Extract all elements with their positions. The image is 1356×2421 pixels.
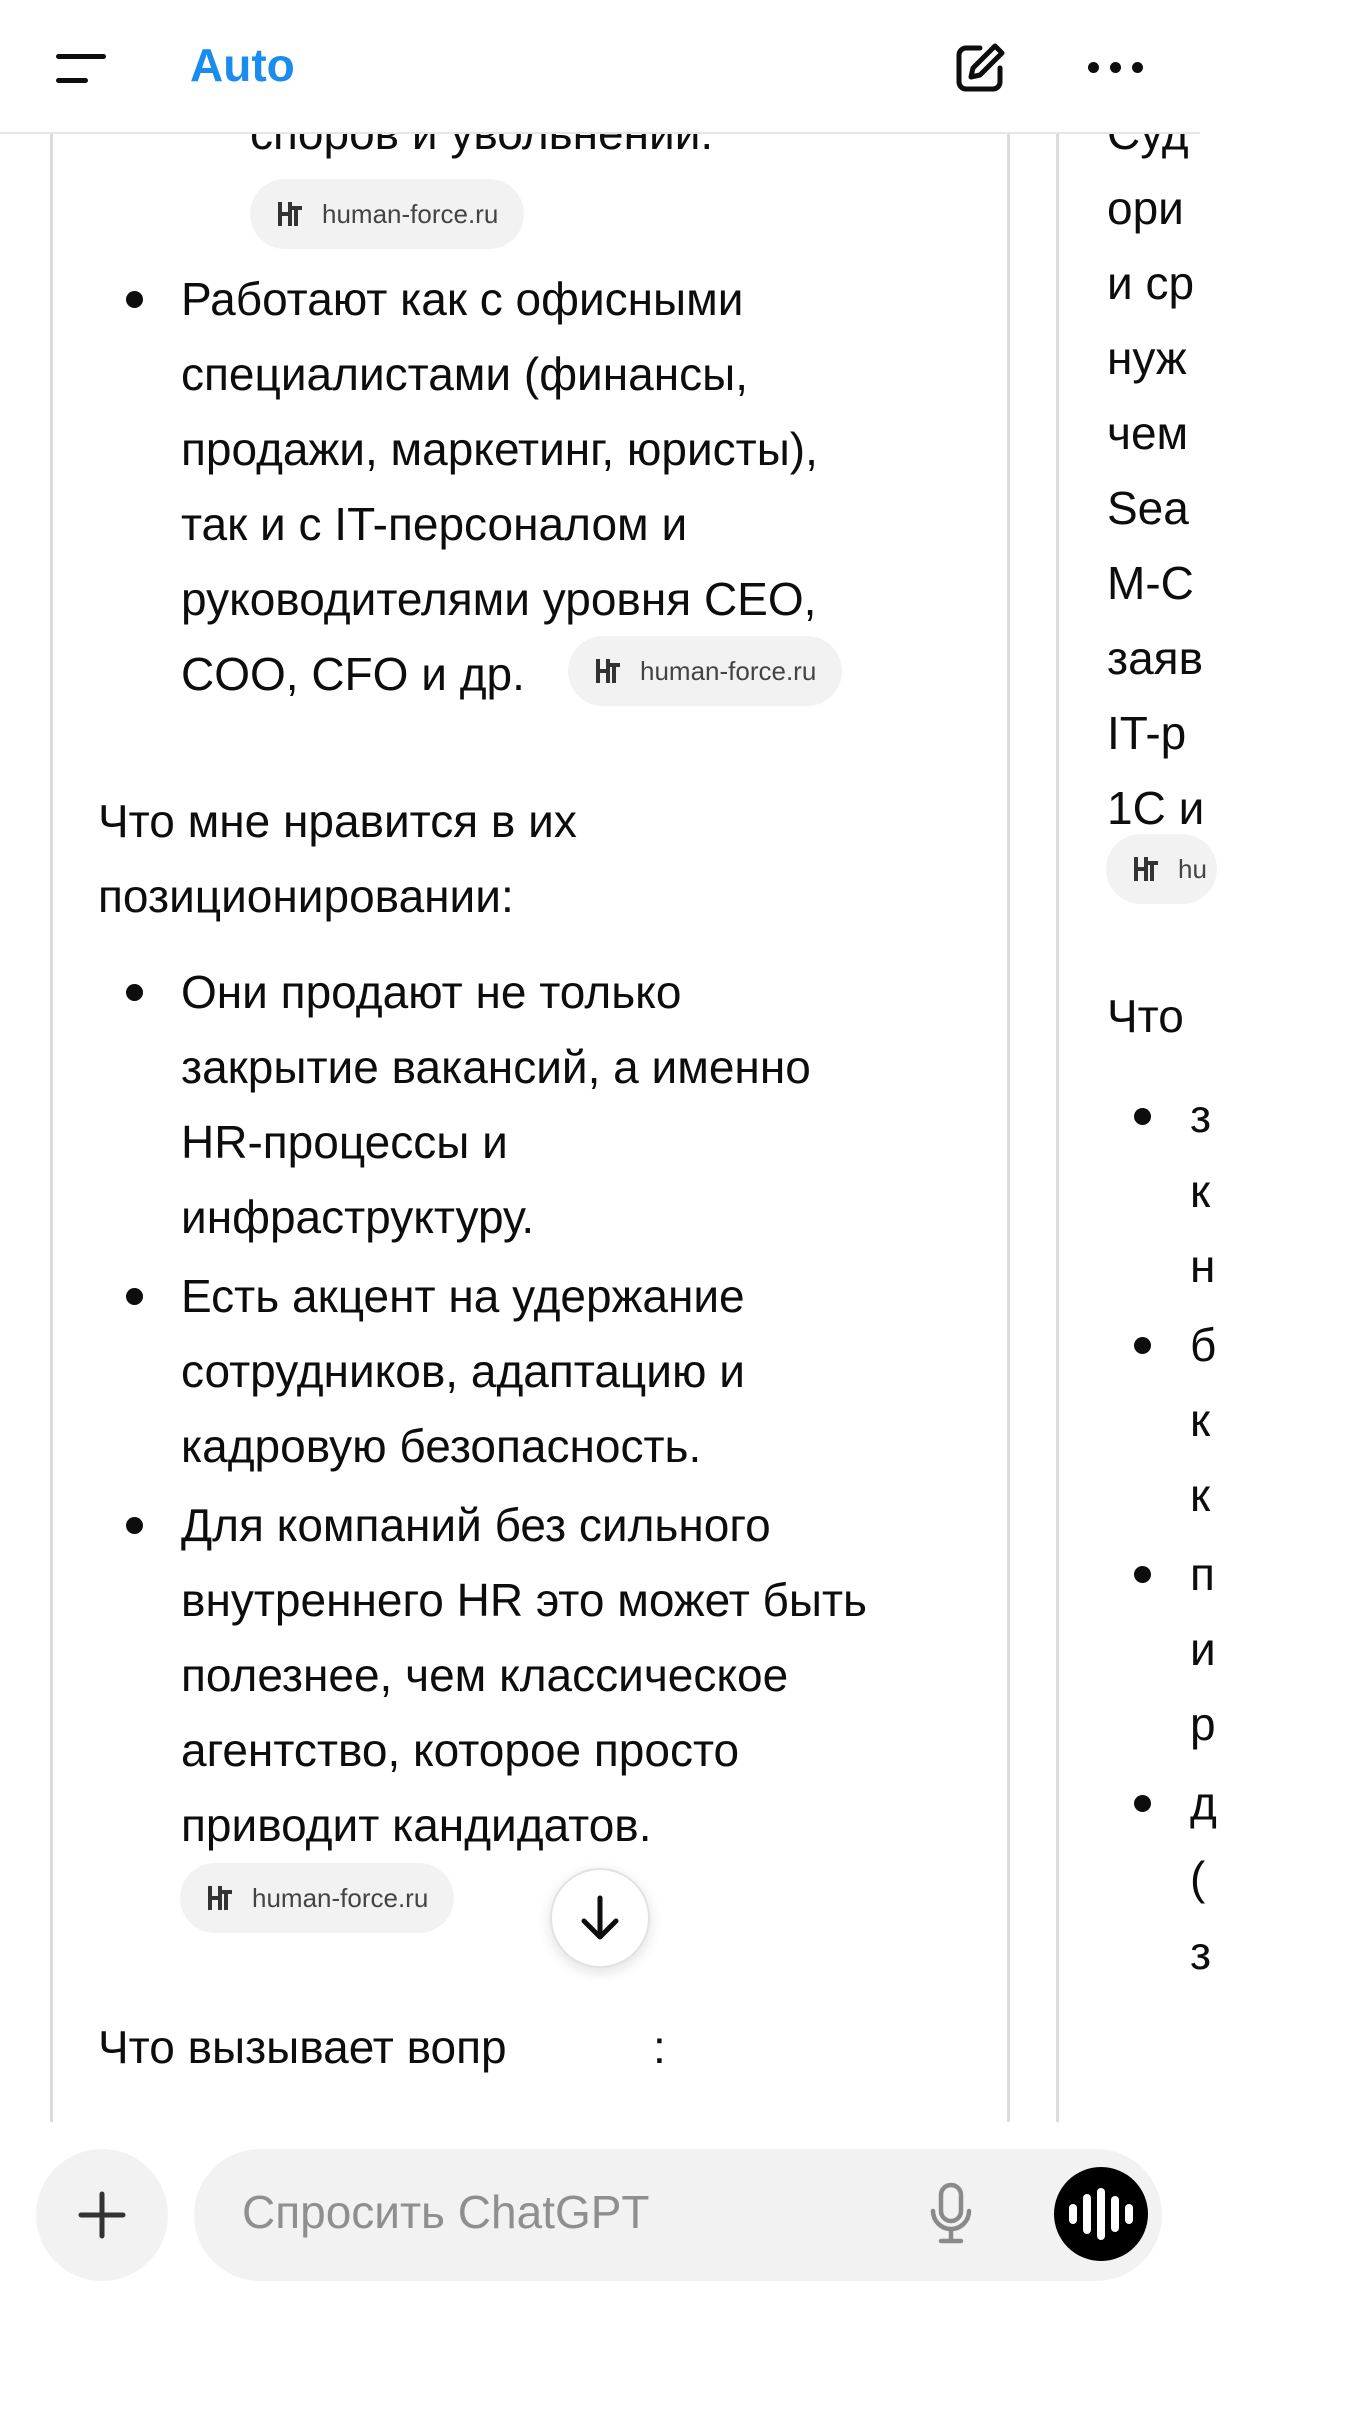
- bullet: [1134, 1108, 1151, 1125]
- text-line: ори: [1107, 182, 1184, 234]
- text-line: р: [1190, 1698, 1216, 1750]
- text-line: Есть акцент на удержание: [181, 1270, 745, 1322]
- source-chip[interactable]: [1106, 834, 1217, 904]
- text-line: Работают как с офисными: [181, 273, 744, 325]
- arrow-down-icon: [577, 1893, 623, 1943]
- plus-icon: [77, 2190, 127, 2240]
- text-line: и: [1190, 1623, 1216, 1675]
- source-chip-label: human-force.ru: [322, 198, 499, 229]
- text-line: 1С и: [1107, 782, 1205, 834]
- scroll-to-bottom-button[interactable]: [550, 1868, 650, 1968]
- message-input-placeholder: Спросить ChatGPT: [242, 2186, 650, 2238]
- text-line: полезнее, чем классическое: [181, 1649, 789, 1701]
- text-line: п: [1190, 1548, 1215, 1600]
- text-line: (: [1190, 1852, 1206, 1904]
- section-heading: Что: [1107, 990, 1184, 1042]
- section-heading: Что мне нравится в их: [98, 795, 577, 847]
- composer: [0, 2122, 1200, 2421]
- text-line: внутреннего HR это может быть: [181, 1574, 868, 1626]
- text-line: HR-процессы и: [181, 1116, 508, 1168]
- text-line: д: [1190, 1777, 1217, 1829]
- source-chip[interactable]: [250, 179, 524, 249]
- chat-content: [0, 134, 1217, 2122]
- source-chip-label: hu: [1178, 853, 1207, 884]
- bullet: [126, 1517, 143, 1534]
- text-line: б: [1190, 1319, 1217, 1371]
- bullet: [126, 291, 143, 308]
- voice-mode-button[interactable]: [1054, 2167, 1148, 2261]
- text-line: н: [1190, 1240, 1216, 1292]
- text-line: з: [1190, 1090, 1212, 1142]
- source-chip-label: human-force.ru: [252, 1882, 429, 1913]
- human-force-logo-icon: [1130, 852, 1164, 886]
- human-force-logo-icon: [274, 197, 308, 231]
- plus-button[interactable]: [36, 2149, 168, 2281]
- text-line: руководителями уровня CEO,: [181, 573, 817, 625]
- text-line: сотрудников, адаптацию и: [181, 1345, 745, 1397]
- source-chip[interactable]: [180, 1863, 454, 1933]
- human-force-logo-icon: [592, 654, 626, 688]
- text-line: нуж: [1107, 332, 1187, 384]
- text-line: з: [1190, 1927, 1212, 1979]
- new-chat-icon[interactable]: [950, 38, 1010, 98]
- text-line: закрытие вакансий, а именно: [181, 1041, 811, 1093]
- text-line: и ср: [1107, 257, 1195, 309]
- section-heading: позиционировании:: [98, 870, 514, 922]
- source-chip[interactable]: [568, 636, 842, 706]
- bullet: [1134, 1337, 1151, 1354]
- text-line: IT-р: [1107, 707, 1187, 759]
- text-line: инфраструктуру.: [181, 1191, 535, 1243]
- text-line: M-C: [1107, 557, 1194, 609]
- more-icon[interactable]: [1086, 58, 1146, 78]
- bullet: [1134, 1795, 1151, 1812]
- text-line: приводит кандидатов.: [181, 1799, 652, 1851]
- text-line: специалистами (финансы,: [181, 348, 748, 400]
- bullet: [1134, 1566, 1151, 1583]
- text-line: агентство, которое просто: [181, 1724, 740, 1776]
- human-force-logo-icon: [204, 1881, 238, 1915]
- text-line: к: [1190, 1394, 1211, 1446]
- bullet: [126, 984, 143, 1001]
- text-line: Они продают не только: [181, 966, 682, 1018]
- text-line: продажи, маркетинг, юристы),: [181, 423, 818, 475]
- text-line: кадровую безопасность.: [181, 1420, 702, 1472]
- text-line: к: [1190, 1165, 1211, 1217]
- text-line: так и с IT-персоналом и: [181, 498, 688, 550]
- text-line: Для компаний без сильного: [181, 1499, 771, 1551]
- model-selector[interactable]: Auto: [190, 39, 295, 91]
- text-line: заяв: [1107, 632, 1204, 684]
- mic-icon[interactable]: [926, 2181, 976, 2247]
- text-line: чем: [1107, 407, 1189, 459]
- bullet: [126, 1288, 143, 1305]
- menu-icon[interactable]: [56, 50, 110, 86]
- section-heading: Что вызывает вопр: [98, 2021, 507, 2073]
- text-line: к: [1190, 1469, 1211, 1521]
- section-heading-tail: :: [653, 2021, 666, 2073]
- text-line: Sea: [1107, 482, 1189, 534]
- source-chip-label: human-force.ru: [640, 655, 817, 686]
- top-bar: [0, 0, 1200, 134]
- message-input[interactable]: [194, 2149, 1162, 2281]
- text-line: COO, CFO и др.: [181, 648, 525, 700]
